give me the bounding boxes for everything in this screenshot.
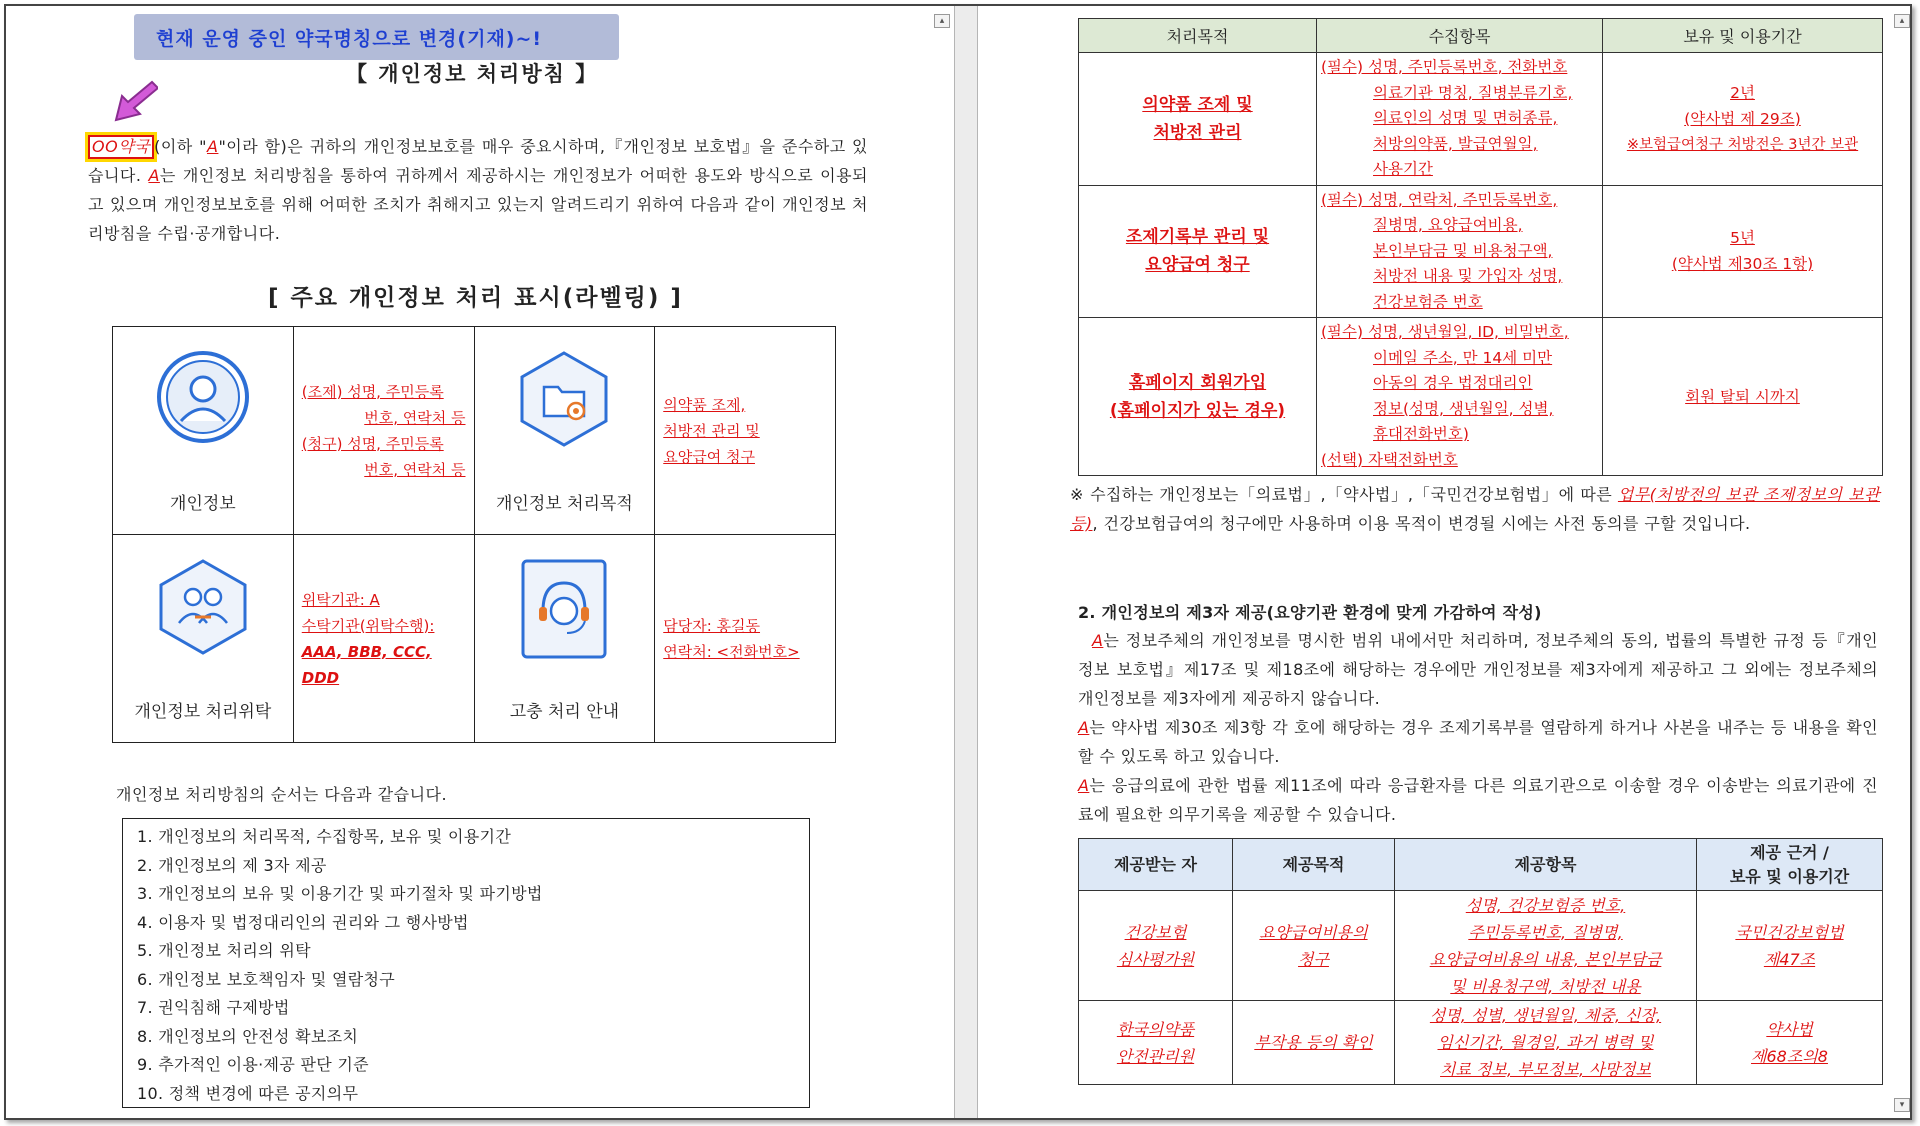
label-cell-personal-info: 개인정보: [113, 327, 294, 535]
folder-gear-icon: [516, 349, 612, 449]
scroll-down-button[interactable]: ▾: [1894, 1098, 1910, 1112]
page-scroll-up-button[interactable]: ▴: [934, 14, 950, 28]
pharmacy-name-highlight: OO약국: [88, 135, 154, 159]
toc-item: 6. 개인정보 보호책임자 및 열람청구: [137, 969, 395, 989]
toc-item: 5. 개인정보 처리의 위탁: [137, 941, 311, 960]
banner-note: 현재 운영 중인 약국명칭으로 변경(기재)~!: [156, 28, 543, 50]
toc-item: 1. 개인정보의 처리목적, 수집항목, 보유 및 이용기간: [137, 827, 512, 846]
toc-item: 2. 개인정보의 제 3자 제공: [137, 855, 327, 875]
table-row: 건강보험 심사평가원 요양급여비용의 청구 성명, 건강보험증 번호, 주민등록번호, 질병명, 요양급여비용의 내용, 본인부담금 및 비용청구액, 처방전 내용 국민건강보험법 제47조: [1079, 891, 1883, 1001]
pointer-arrow-icon: [112, 78, 158, 122]
toc-item: 3. 개인정보의 보유 및 이용기간 및 파기절차 및 파기방법: [137, 884, 543, 903]
order-intro: 개인정보 처리방침의 순서는 다음과 같습니다.: [116, 785, 448, 804]
table-header: 제공 근거 / 보유 및 이용기간: [1697, 839, 1883, 891]
toc-item: 8. 개인정보의 안전성 확보조치: [137, 1026, 359, 1046]
document-title: 【 개인정보 처리방침 】: [346, 62, 599, 86]
intro-paragraph: OO약국 (이하 "A"이라 함)은 귀하의 개인정보보호를 매우 중요시하며,『개인정보 보호법』을 준수하고 있습니다. A는 개인정보 처리방침을 통하여 귀하께서 제공하시는 개인정보가 어떠한 용도와 방식으로 이용되고 있으며 개인정보보호를 위해 어떠한 조치가 취해지고 있는지 알려드리기 위하여 다음과 같이 개인정보 처리방침을 수립·공개합니다.: [88, 137, 868, 243]
table-row: 한국의약품 안전관리원 부작용 등의 확인 성명, 성별, 생년월일, 체중, 신장, 임신기간, 월경일, 과거 병력 및 치료 정보, 부모정보, 사망정보 약사법 제68조의8: [1079, 1001, 1883, 1085]
page-right: [978, 6, 1912, 1118]
handshake-people-icon: [155, 557, 251, 657]
label-cell-grievance: 고충 처리 안내: [474, 535, 655, 743]
table-of-contents: [122, 818, 810, 1108]
table-header: 수집항목: [1317, 19, 1603, 53]
table-header: 제공받는 자: [1079, 839, 1233, 891]
label-cell-purpose: 개인정보 처리목적: [474, 327, 655, 535]
person-icon: [155, 349, 251, 445]
document-viewer: [4, 4, 1912, 1120]
section-2-body: A는 정보주체의 개인정보를 명시한 범위 내에서만 처리하며, 정보주체의 동의, 법률의 특별한 규정 등『개인정보 보호법』제17조 및 제18조에 해당하는 경우에만 개인정보를 제3자에게 제공하고 그 외에는 정보주체의 개인정보를 제3자에게 제공하지 않습니다. A는 약사법 제30조 제3항 각 호에 해당하는 경우 조제기록부를 열람하게 하거나 사본을 내주는 등 내용을 확인할 수 있도록 하고 있습니다. A는 응급의료에 관한 법률 제11조에 따라 응급환자를 다른 의료기관으로 이송할 경우 이송받는 의료기관에 진료에 필요한 의무기록을 제공할 수 있습니다.: [1078, 631, 1878, 824]
collection-note: ※ 수집하는 개인정보는「의료법」,「약사법」,「국민건강보험법」에 따른 업무(처방전의 보관 조제정보의 보관 등), 건강보험급여의 청구에만 사용하며 이용 목적이 변경될 시에는 사전 동의를 구할 것입니다.: [1070, 485, 1880, 533]
headset-agent-icon: [519, 557, 609, 661]
page-left: [6, 6, 954, 1118]
scroll-up-button[interactable]: ▴: [1894, 14, 1910, 28]
label-grievance-detail: 담당자: 홍길동 연락처: <전화번호>: [655, 535, 836, 743]
table-header: 제공항목: [1395, 839, 1697, 891]
label-entrust-detail: 위탁기관: A 수탁기관(위탁수행): AAA, BBB, CCC, DDD: [293, 535, 474, 743]
table-row: 조제기록부 관리 및 요양급여 청구 (필수) 성명, 연락처, 주민등록번호, 질병명, 요양급여비용, 본인부담금 및 비용청구액, 처방전 내용 및 가입자 성명, 건강보험증 번호 5년 (약사법 제30조 1항): [1079, 185, 1883, 318]
label-purpose-detail: 의약품 조제, 처방전 관리 및 요양급여 청구: [655, 327, 836, 535]
toc-item: 4. 이용자 및 법정대리인의 권리와 그 행사방법: [137, 912, 469, 932]
collection-table: [1078, 18, 1883, 476]
table-header: 보유 및 이용기간: [1603, 19, 1883, 53]
labeling-title: [ 주요 개인정보 처리 표시(라벨링) ]: [268, 285, 683, 311]
table-row: 의약품 조제 및 처방전 관리 (필수) 성명, 주민등록번호, 전화번호 의료기관 명칭, 질병분류기호, 의료인의 성명 및 면허종류, 처방의약품, 발급연월일, 사용기간 2년 (약사법 제 29조) ※보험급여청구 처방전은 3년간 보관: [1079, 53, 1883, 186]
toc-item: 10. 정책 변경에 따른 공지의무: [137, 1083, 359, 1103]
table-header: 처리목적: [1079, 19, 1317, 53]
label-personal-info-detail: (조제) 성명, 주민등록 번호, 연락처 등 (청구) 성명, 주민등록 번호, 연락처 등: [293, 327, 474, 535]
table-header: 제공목적: [1233, 839, 1395, 891]
toc-item: 9. 추가적인 이용·제공 판단 기준: [137, 1055, 369, 1074]
label-cell-entrust: 개인정보 처리위탁: [113, 535, 294, 743]
third-party-table: [1078, 838, 1883, 1085]
labeling-table: [112, 326, 836, 743]
page-gutter: [954, 6, 978, 1118]
section-2-title: 2. 개인정보의 제3자 제공(요양기관 환경에 맞게 가감하여 작성): [1078, 603, 1542, 622]
toc-item: 7. 권익침해 구제방법: [137, 998, 290, 1017]
table-row: 홈페이지 회원가입 (홈페이지가 있는 경우) (필수) 성명, 생년월일, ID, 비밀번호, 이메일 주소, 만 14세 미만 아동의 경우 법정대리인 정보(성명, 생년월일, 성별, 휴대전화번호) (선택) 자택전화번호 회원 탈퇴 시까지: [1079, 318, 1883, 476]
